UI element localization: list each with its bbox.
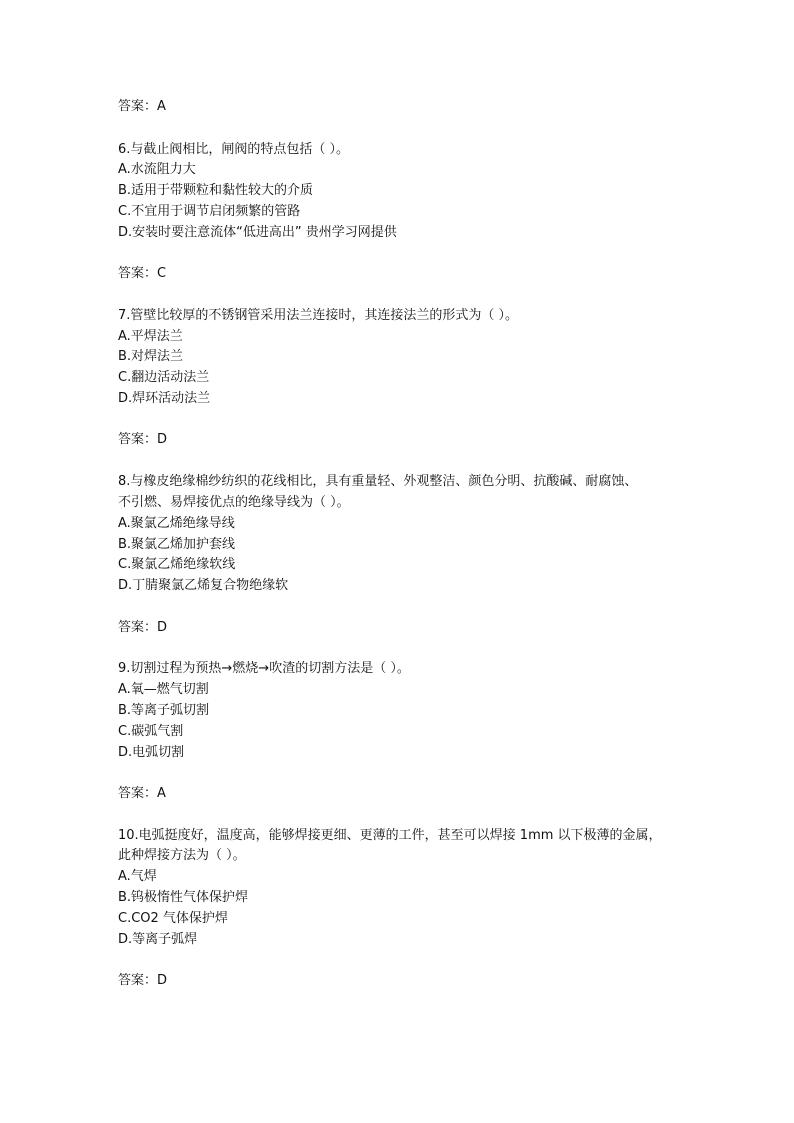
question-6-option-a: A.水流阻力大 xyxy=(118,162,196,177)
question-9-stem: 9.切割过程为预热→燃烧→吹渣的切割方法是（ ）。 xyxy=(118,661,410,676)
question-9-option-d: D.电弧切割 xyxy=(118,745,185,760)
question-7-option-d: D.焊环活动法兰 xyxy=(118,391,211,406)
question-10-stem-line2: 此种焊接方法为（ ）。 xyxy=(118,848,246,863)
question-8-option-a: A.聚氯乙烯绝缘导线 xyxy=(118,516,235,531)
question-6-option-c: C.不宜用于调节启闭频繁的管路 xyxy=(118,204,301,219)
answer-q7: 答案：D xyxy=(118,432,168,447)
question-6-stem: 6.与截止阀相比，闸阀的特点包括（ ）。 xyxy=(118,142,350,157)
answer-q8: 答案：D xyxy=(118,620,168,635)
question-7-option-a: A.平焊法兰 xyxy=(118,329,183,344)
question-7-option-b: B.对焊法兰 xyxy=(118,349,184,364)
question-7-stem: 7.管壁比较厚的不锈钢管采用法兰连接时，其连接法兰的形式为（ ）。 xyxy=(118,308,519,323)
question-9-option-c: C.碳弧气割 xyxy=(118,724,184,739)
question-8-option-c: C.聚氯乙烯绝缘软线 xyxy=(118,557,236,572)
question-6-option-d: D.安装时要注意流体“低进高出” 贵州学习网提供 xyxy=(118,225,397,240)
question-10-option-b: B.钨极惰性气体保护焊 xyxy=(118,890,249,905)
question-7-option-c: C.翻边活动法兰 xyxy=(118,370,210,385)
question-8-stem-line1: 8.与橡皮绝缘棉纱纺织的花线相比，具有重量轻、外观整洁、颜色分明、抗酸碱、耐腐蚀、 xyxy=(118,474,638,489)
question-6-option-b: B.适用于带颗粒和黏性较大的介质 xyxy=(118,183,314,198)
question-8-option-b: B.聚氯乙烯加护套线 xyxy=(118,537,236,552)
question-10-option-c: C.CO2 气体保护焊 xyxy=(118,911,228,926)
question-9-option-b: B.等离子弧切割 xyxy=(118,703,210,718)
question-8-stem-line2: 不引燃、易焊接优点的绝缘导线为（ ）。 xyxy=(118,495,350,510)
answer-q10: 答案：D xyxy=(118,973,168,988)
answer-q5: 答案：A xyxy=(118,99,166,114)
question-8-option-d: D.丁腈聚氯乙烯复合物绝缘软 xyxy=(118,578,289,593)
question-9-option-a: A.氧—燃气切割 xyxy=(118,682,209,697)
answer-q6: 答案：C xyxy=(118,266,167,281)
question-10-option-d: D.等离子弧焊 xyxy=(118,932,198,947)
question-10-stem-line1: 10.电弧挺度好，温度高，能够焊接更细、更薄的工件，甚至可以焊接 1mm 以下极薄的金属， xyxy=(118,828,662,843)
answer-q9: 答案：A xyxy=(118,786,166,801)
question-10-option-a: A.气焊 xyxy=(118,869,157,884)
